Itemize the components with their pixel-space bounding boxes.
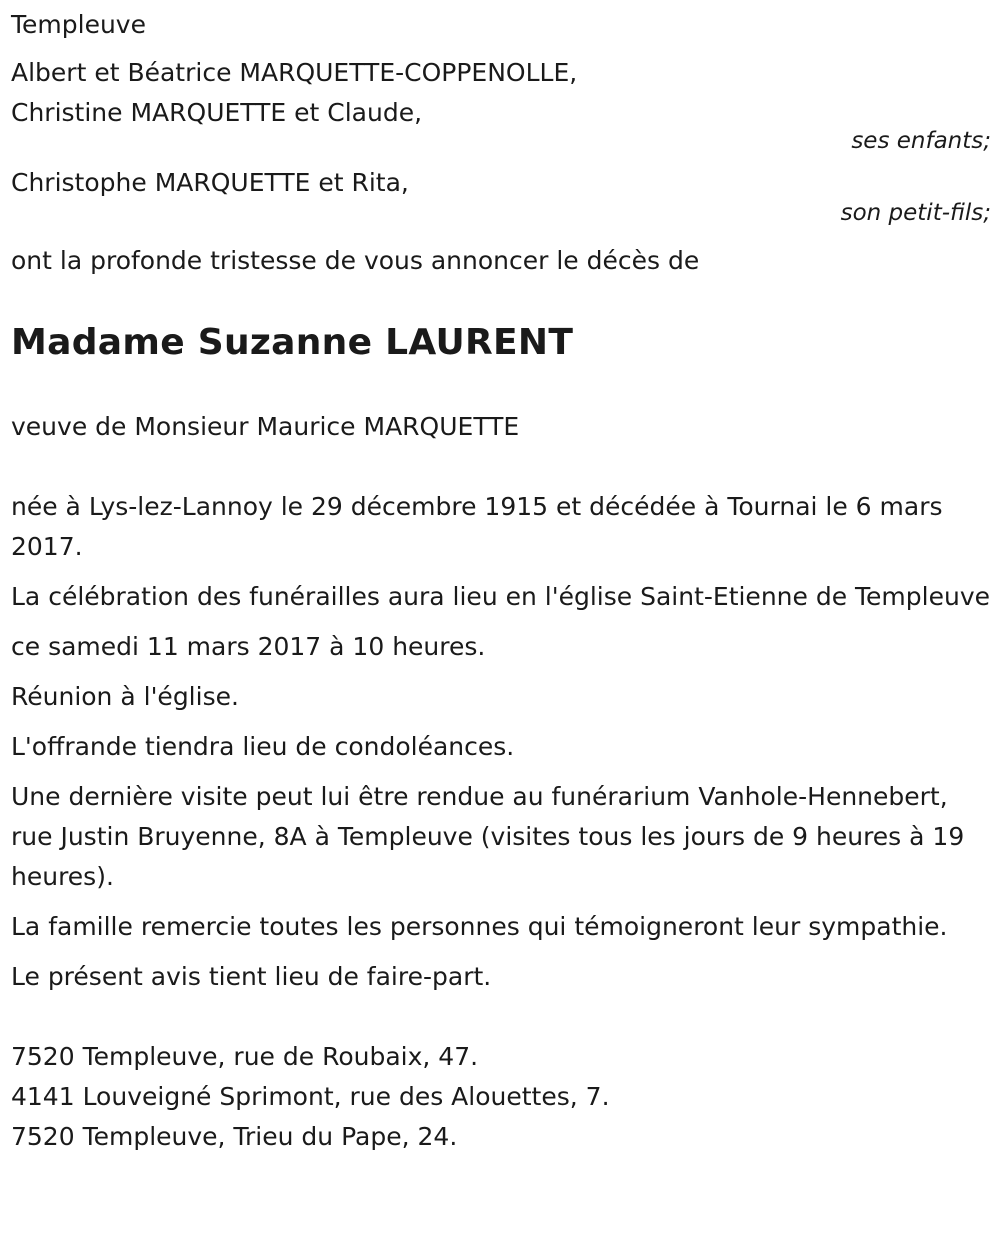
widow-of-text: veuve de Monsieur Maurice MARQUETTE [11, 412, 520, 441]
offering-text: L'offrande tiendra lieu de condoléances. [11, 732, 515, 761]
birth-death-text: née à Lys-lez-Lannoy le 29 décembre 1915 et décédée à Tournai le 6 mars 2017. [11, 492, 943, 561]
grandchild-line: Christophe MARQUETTE et Rita, [11, 168, 409, 197]
thanks-text: La famille remercie toutes les personnes qui témoigneront leur sympathie. [11, 912, 948, 941]
address-1: 7520 Templeuve, rue de Roubaix, 47. [11, 1042, 479, 1071]
address-3: 7520 Templeuve, Trieu du Pape, 24. [11, 1122, 458, 1151]
announcement-text: ont la profonde tristesse de vous annoncer le décès de [11, 246, 700, 275]
grandchild-role: son petit-fils; [840, 200, 991, 226]
deceased-name: Madame Suzanne LAURENT [11, 322, 574, 363]
visit-text: Une dernière visite peut lui être rendue au funérarium Vanhole-Hennebert, rue Justin Bruyenne, 8A à Templeuve (visites tous les jours de 9 heures à 19 heures). [11, 782, 965, 891]
children-line-2: Christine MARQUETTE et Claude, [11, 98, 423, 127]
children-role: ses enfants; [851, 128, 991, 154]
meeting-text: Réunion à l'église. [11, 682, 239, 711]
place-heading: Templeuve [11, 10, 146, 39]
notice-text: Le présent avis tient lieu de faire-part. [11, 962, 492, 991]
ceremony-date-text: ce samedi 11 mars 2017 à 10 heures. [11, 632, 486, 661]
death-notice [11, 5, 991, 1157]
children-line-1: Albert et Béatrice MARQUETTE-COPPENOLLE, [11, 58, 578, 87]
ceremony-text: La célébration des funérailles aura lieu en l'église Saint-Etienne de Templeuve [11, 582, 991, 611]
address-2: 4141 Louveigné Sprimont, rue des Alouettes, 7. [11, 1082, 610, 1111]
